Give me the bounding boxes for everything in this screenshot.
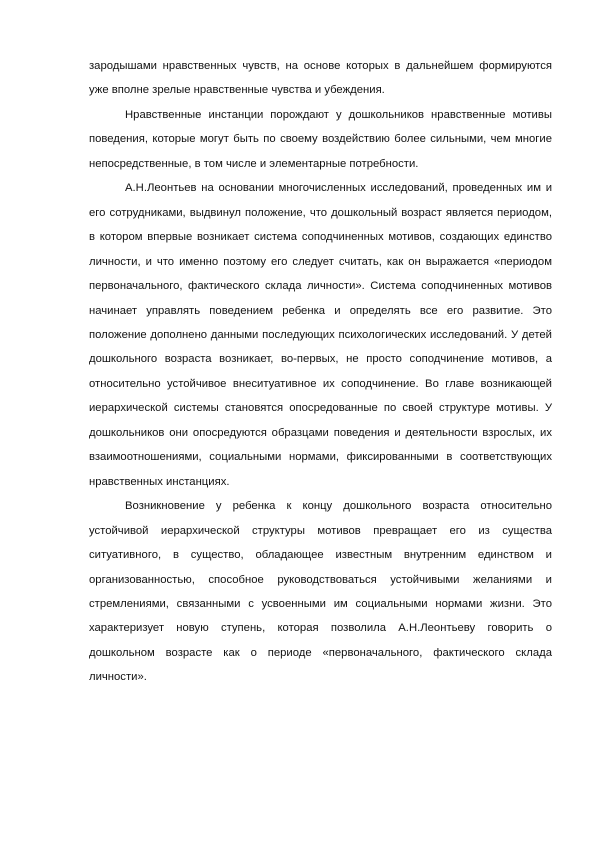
paragraph-1-continuation: зародышами нравственных чувств, на основе которых в дальнейшем формируются уже вполне зрелые нравственные чувства и убеждения. — [89, 60, 552, 97]
document-body — [89, 54, 552, 690]
paragraph-4: Возникновение у ребенка к концу дошкольного возраста относительно устойчивой иерархической структуры мотивов превращает его из существа ситуативного, в существо, обладающее известным внутренним единством и организованностью, способное руководствоваться устойчивыми желаниями и стремлениями, связанными с усвоенными им социальными нормами жизни. Это характеризует новую ступень, которая позволила А.Н.Леонтьеву говорить о дошкольном возрасте как о периоде «первоначального, фактического склада личности». — [89, 500, 552, 684]
paragraph-3: А.Н.Леонтьев на основании многочисленных исследований, проведенных им и его сотрудниками, выдвинул положение, что дошкольный возраст является периодом, в котором впервые возникает система соподчиненных мотивов, создающих единство личности, и что именно поэтому его следует считать, как он выражается «периодом первоначального, фактического склада личности». Система соподчиненных мотивов начинает управлять поведением ребенка и определять все его развитие. Это положение дополнено данными последующих психологических исследований. У детей дошкольного возраста возникает, во-первых, не просто соподчинение мотивов, а относительно устойчивое внеситуативное их соподчинение. Во главе возникающей иерархической системы становятся опосредованные по своей структуре мотивы. У дошкольников они опосредуются образцами поведения и деятельности взрослых, их взаимоотношениями, социальными нормами, фиксированными в соответствующих нравственных инстанциях. — [89, 182, 552, 488]
paragraph-2: Нравственные инстанции порождают у дошкольников нравственные мотивы поведения, которые могут быть по своему воздействию более сильными, чем многие непосредственные, в том числе и элементарные потребности. — [89, 108, 552, 170]
